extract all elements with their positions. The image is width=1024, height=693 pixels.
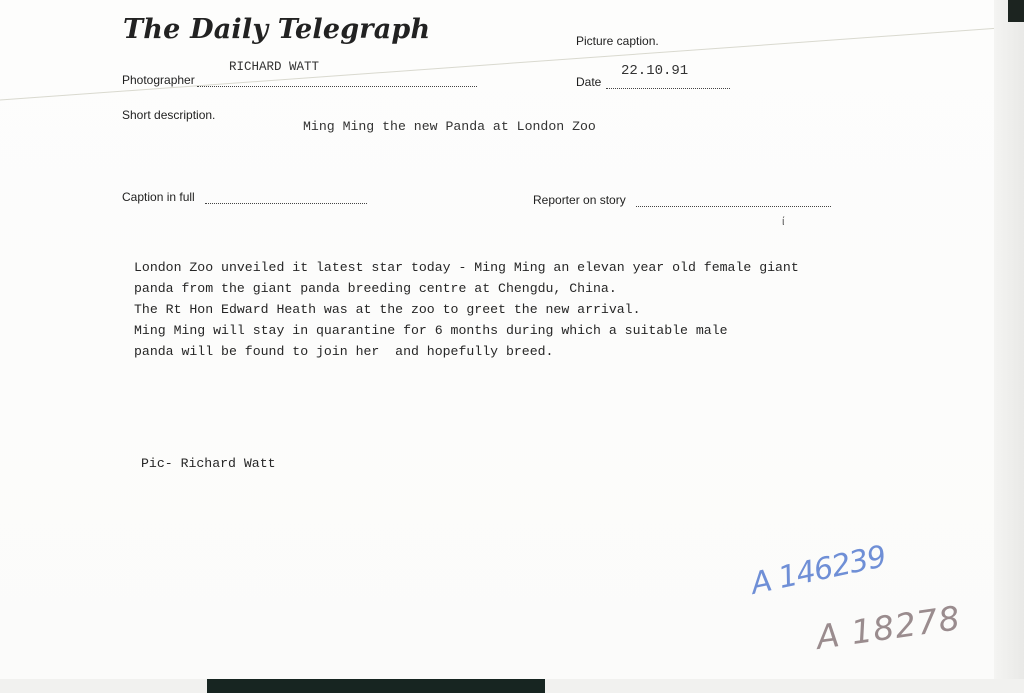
date-value: 22.10.91: [621, 63, 689, 79]
scan-edge-bottom-dark: [207, 679, 545, 693]
short-description-value: Ming Ming the new Panda at London Zoo: [303, 119, 596, 134]
caption-body: [134, 257, 894, 362]
photo-credit: Pic- Richard Watt: [141, 456, 276, 471]
caption-line: Ming Ming will stay in quarantine for 6 months during which a suitable male: [134, 323, 728, 338]
photographer-label: Photographer: [122, 73, 195, 87]
caption-dotted-line: [205, 193, 367, 204]
short-description-label: Short description.: [122, 108, 216, 122]
reporter-dotted-line: [636, 196, 831, 207]
date-dotted-line: [606, 78, 730, 89]
handwritten-reference-blue: A 146239: [747, 539, 889, 602]
newspaper-masthead: The Daily Telegraph: [123, 14, 431, 45]
caption-line: panda will be found to join her and hopefully breed.: [134, 344, 554, 359]
photographer-dotted-line: [197, 76, 477, 87]
caption-line: panda from the giant panda breeding centre at Chengdu, China.: [134, 281, 617, 296]
caption-line: London Zoo unveiled it latest star today - Ming Ming an elevan year old female giant: [134, 260, 799, 275]
reporter-label: Reporter on story: [533, 193, 626, 207]
handwritten-reference-pencil: A 18278: [813, 598, 964, 657]
picture-caption-label: Picture caption.: [576, 34, 659, 48]
stray-mark: ί: [782, 216, 785, 228]
date-label: Date: [576, 75, 602, 89]
photographer-value: RICHARD WATT: [229, 60, 320, 74]
scan-edge-right: [994, 0, 1024, 693]
caption-line: The Rt Hon Edward Heath was at the zoo to greet the new arrival.: [134, 302, 641, 317]
caption-in-full-label: Caption in full: [122, 190, 195, 204]
scan-corner-dark: [1008, 0, 1024, 22]
